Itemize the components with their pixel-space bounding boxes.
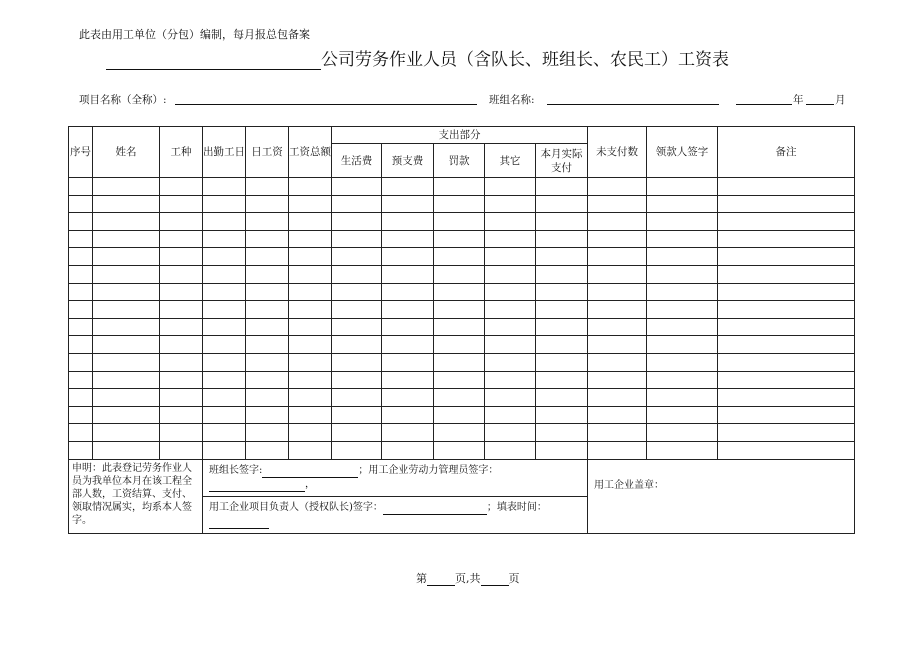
table-cell[interactable] — [332, 248, 382, 266]
table-row — [69, 301, 855, 319]
table-cell[interactable] — [588, 353, 647, 371]
table-cell[interactable] — [647, 213, 718, 231]
table-cell[interactable] — [289, 248, 332, 266]
table-cell[interactable] — [718, 441, 855, 459]
table-cell[interactable] — [588, 230, 647, 248]
table-cell[interactable] — [160, 265, 203, 283]
fill-time-blank[interactable] — [209, 517, 269, 529]
table-cell[interactable] — [382, 283, 434, 301]
header-remarks: 备注 — [718, 127, 855, 178]
table-cell[interactable] — [69, 283, 93, 301]
table-cell[interactable] — [718, 178, 855, 196]
table-cell[interactable] — [203, 213, 246, 231]
table-cell[interactable] — [246, 265, 289, 283]
table-cell[interactable] — [289, 424, 332, 442]
table-cell[interactable] — [536, 301, 588, 319]
table-cell[interactable] — [536, 213, 588, 231]
table-cell[interactable] — [485, 353, 536, 371]
header-other: 其它 — [485, 144, 536, 178]
header-trade: 工种 — [160, 127, 203, 178]
table-cell[interactable] — [69, 336, 93, 354]
table-cell[interactable] — [588, 265, 647, 283]
table-cell[interactable] — [382, 265, 434, 283]
header-attendance: 出勤工日 — [203, 127, 246, 178]
month-blank[interactable] — [806, 104, 834, 105]
table-cell[interactable] — [382, 441, 434, 459]
table-cell[interactable] — [289, 230, 332, 248]
table-cell[interactable] — [434, 424, 485, 442]
table-cell[interactable] — [332, 406, 382, 424]
table-cell[interactable] — [647, 248, 718, 266]
header-actual-paid: 本月实际支付 — [536, 144, 588, 178]
sign-row-1 — [203, 459, 588, 496]
table-cell[interactable] — [718, 389, 855, 407]
table-cell[interactable] — [536, 265, 588, 283]
table-cell[interactable] — [332, 424, 382, 442]
table-cell[interactable] — [203, 195, 246, 213]
table-cell[interactable] — [93, 353, 160, 371]
table-row — [69, 283, 855, 301]
table-cell[interactable] — [69, 301, 93, 319]
year-label: 年 — [793, 94, 804, 106]
table-cell[interactable] — [485, 406, 536, 424]
table-cell[interactable] — [647, 336, 718, 354]
table-cell[interactable] — [434, 441, 485, 459]
table-cell[interactable] — [289, 353, 332, 371]
table-cell[interactable] — [69, 213, 93, 231]
table-cell[interactable] — [332, 195, 382, 213]
table-cell[interactable] — [203, 248, 246, 266]
table-cell[interactable] — [382, 318, 434, 336]
table-cell[interactable] — [382, 213, 434, 231]
table-cell[interactable] — [382, 301, 434, 319]
table-cell[interactable] — [203, 406, 246, 424]
table-cell[interactable] — [160, 195, 203, 213]
table-cell[interactable] — [289, 301, 332, 319]
table-cell[interactable] — [382, 389, 434, 407]
table-cell[interactable] — [588, 318, 647, 336]
table-cell[interactable] — [332, 389, 382, 407]
table-cell[interactable] — [434, 283, 485, 301]
table-row — [69, 389, 855, 407]
table-cell[interactable] — [289, 336, 332, 354]
table-row — [69, 178, 855, 196]
table-cell[interactable] — [289, 406, 332, 424]
table-cell[interactable] — [718, 248, 855, 266]
table-cell[interactable] — [588, 406, 647, 424]
table-cell[interactable] — [382, 178, 434, 196]
table-cell[interactable] — [69, 248, 93, 266]
table-cell[interactable] — [382, 424, 434, 442]
table-cell[interactable] — [289, 283, 332, 301]
declaration-text: 申明：此表登记劳务作业人员为我单位本月在该工程全部人数，工资结算、支付、领取情况属实，均系本人签字。 — [69, 459, 203, 533]
table-cell[interactable] — [160, 213, 203, 231]
table-cell[interactable] — [69, 371, 93, 389]
table-cell[interactable] — [434, 371, 485, 389]
team-leader-sign-blank[interactable] — [262, 466, 358, 478]
page-suffix: 页 — [508, 572, 520, 585]
table-row — [69, 371, 855, 389]
table-cell[interactable] — [160, 424, 203, 442]
top-note: 此表由用工单位（分包）编制，每月报总包备案 — [79, 28, 310, 41]
table-cell[interactable] — [246, 424, 289, 442]
project-lead-sign-label: 用工企业项目负责人（授权队长)签字： — [209, 501, 383, 513]
header-seq: 序号 — [69, 127, 93, 178]
table-cell[interactable] — [332, 318, 382, 336]
table-cell[interactable] — [434, 406, 485, 424]
table-cell[interactable] — [246, 441, 289, 459]
table-cell[interactable] — [203, 265, 246, 283]
team-name-blank[interactable] — [547, 104, 719, 105]
table-cell[interactable] — [536, 230, 588, 248]
table-cell[interactable] — [588, 371, 647, 389]
table-cell[interactable] — [718, 336, 855, 354]
table-cell[interactable] — [718, 213, 855, 231]
table-cell[interactable] — [69, 230, 93, 248]
table-cell[interactable] — [160, 441, 203, 459]
table-cell[interactable] — [718, 230, 855, 248]
table-cell[interactable] — [485, 283, 536, 301]
table-cell[interactable] — [93, 318, 160, 336]
table-cell[interactable] — [588, 283, 647, 301]
table-cell[interactable] — [160, 283, 203, 301]
table-cell[interactable] — [536, 336, 588, 354]
header-unpaid: 未支付数 — [588, 127, 647, 178]
fill-time-label: ；填表时间： — [486, 501, 547, 513]
table-cell[interactable] — [246, 195, 289, 213]
month-label: 月 — [835, 94, 846, 106]
table-cell[interactable] — [485, 301, 536, 319]
table-cell[interactable] — [434, 389, 485, 407]
project-name-blank[interactable] — [175, 104, 477, 105]
table-cell[interactable] — [588, 178, 647, 196]
table-cell[interactable] — [203, 230, 246, 248]
table-cell[interactable] — [647, 389, 718, 407]
sign-row-2 — [203, 496, 588, 533]
table-row — [69, 195, 855, 213]
table-cell[interactable] — [93, 265, 160, 283]
table-row — [69, 318, 855, 336]
table-cell[interactable] — [203, 336, 246, 354]
table-cell[interactable] — [289, 178, 332, 196]
table-cell[interactable] — [382, 248, 434, 266]
table-cell[interactable] — [588, 301, 647, 319]
table-cell[interactable] — [536, 389, 588, 407]
table-cell[interactable] — [93, 195, 160, 213]
table-cell[interactable] — [246, 230, 289, 248]
table-cell[interactable] — [536, 283, 588, 301]
table-cell[interactable] — [69, 318, 93, 336]
labor-manager-sign-blank[interactable] — [209, 480, 305, 492]
header-fine: 罚款 — [434, 144, 485, 178]
team-leader-sign-label: 班组长签字: — [209, 464, 263, 476]
table-cell[interactable] — [536, 424, 588, 442]
header-advance: 预支费 — [382, 144, 434, 178]
company-seal-label: 用工企业盖章： — [594, 479, 665, 491]
table-cell[interactable] — [93, 441, 160, 459]
table-cell[interactable] — [289, 318, 332, 336]
table-cell[interactable] — [718, 265, 855, 283]
page-middle: 页,共 — [455, 572, 481, 585]
total-page-blank[interactable] — [481, 574, 509, 586]
table-cell[interactable] — [289, 213, 332, 231]
table-cell[interactable] — [93, 213, 160, 231]
table-cell[interactable] — [93, 336, 160, 354]
page-title: 公司劳务作业人员（含队长、班组长、农民工）工资表 — [321, 50, 729, 70]
table-cell[interactable] — [588, 424, 647, 442]
table-cell[interactable] — [332, 353, 382, 371]
table-cell[interactable] — [332, 230, 382, 248]
table-row — [69, 213, 855, 231]
table-cell[interactable] — [647, 424, 718, 442]
table-cell[interactable] — [718, 371, 855, 389]
table-cell[interactable] — [69, 353, 93, 371]
table-cell[interactable] — [69, 441, 93, 459]
table-cell[interactable] — [434, 213, 485, 231]
header-daily-wage: 日工资 — [246, 127, 289, 178]
table-cell[interactable] — [332, 265, 382, 283]
labor-manager-sign-label: ；用工企业劳动力管理员签字： — [358, 464, 499, 476]
table-cell[interactable] — [434, 248, 485, 266]
table-cell[interactable] — [332, 178, 382, 196]
table-cell[interactable] — [434, 353, 485, 371]
table-cell[interactable] — [246, 318, 289, 336]
table-cell[interactable] — [203, 389, 246, 407]
table-cell[interactable] — [246, 213, 289, 231]
table-cell[interactable] — [160, 406, 203, 424]
project-lead-sign-blank[interactable] — [383, 503, 487, 515]
table-row — [69, 406, 855, 424]
table-cell[interactable] — [332, 301, 382, 319]
table-cell[interactable] — [434, 301, 485, 319]
table-cell[interactable] — [382, 195, 434, 213]
table-cell[interactable] — [160, 248, 203, 266]
table-cell[interactable] — [382, 406, 434, 424]
table-cell[interactable] — [588, 195, 647, 213]
table-cell[interactable] — [647, 265, 718, 283]
table-cell[interactable] — [718, 318, 855, 336]
table-cell[interactable] — [93, 406, 160, 424]
table-cell[interactable] — [246, 389, 289, 407]
table-cell[interactable] — [536, 195, 588, 213]
table-cell[interactable] — [647, 195, 718, 213]
table-cell[interactable] — [160, 389, 203, 407]
table-cell[interactable] — [588, 248, 647, 266]
table-cell[interactable] — [93, 283, 160, 301]
wage-table — [68, 126, 855, 534]
table-cell[interactable] — [647, 406, 718, 424]
table-cell[interactable] — [485, 195, 536, 213]
table-cell[interactable] — [485, 230, 536, 248]
header-living: 生活费 — [332, 144, 382, 178]
table-cell[interactable] — [647, 441, 718, 459]
table-cell[interactable] — [69, 178, 93, 196]
table-row — [69, 353, 855, 371]
table-cell[interactable] — [289, 265, 332, 283]
table-cell[interactable] — [536, 406, 588, 424]
table-cell[interactable] — [536, 248, 588, 266]
table-cell[interactable] — [160, 178, 203, 196]
page-number — [416, 570, 520, 586]
table-cell[interactable] — [203, 353, 246, 371]
table-cell[interactable] — [160, 230, 203, 248]
company-seal-cell[interactable] — [588, 459, 855, 533]
table-cell[interactable] — [246, 283, 289, 301]
table-cell[interactable] — [332, 371, 382, 389]
table-cell[interactable] — [332, 283, 382, 301]
table-cell[interactable] — [536, 441, 588, 459]
year-blank[interactable] — [736, 104, 792, 105]
current-page-blank[interactable] — [427, 574, 455, 586]
table-cell[interactable] — [160, 353, 203, 371]
table-cell[interactable] — [93, 178, 160, 196]
project-name-label: 项目名称（全称）: — [79, 94, 167, 106]
table-cell[interactable] — [246, 336, 289, 354]
table-cell[interactable] — [647, 178, 718, 196]
table-cell[interactable] — [332, 441, 382, 459]
table-cell[interactable] — [536, 371, 588, 389]
table-cell[interactable] — [203, 441, 246, 459]
table-cell[interactable] — [382, 353, 434, 371]
table-body — [69, 178, 855, 460]
table-cell[interactable] — [160, 318, 203, 336]
table-cell[interactable] — [485, 371, 536, 389]
table-cell[interactable] — [434, 178, 485, 196]
table-cell[interactable] — [485, 389, 536, 407]
table-cell[interactable] — [647, 371, 718, 389]
table-cell[interactable] — [332, 213, 382, 231]
comma-mark: ， — [305, 478, 315, 490]
table-cell[interactable] — [647, 230, 718, 248]
table-cell[interactable] — [718, 353, 855, 371]
table-cell[interactable] — [485, 336, 536, 354]
table-cell[interactable] — [434, 195, 485, 213]
table-cell[interactable] — [246, 301, 289, 319]
table-cell[interactable] — [434, 318, 485, 336]
table-cell[interactable] — [203, 301, 246, 319]
table-cell[interactable] — [485, 213, 536, 231]
page-prefix: 第 — [416, 572, 427, 585]
table-cell[interactable] — [718, 283, 855, 301]
table-cell[interactable] — [485, 265, 536, 283]
table-row — [69, 441, 855, 459]
table-cell[interactable] — [203, 318, 246, 336]
table-cell[interactable] — [588, 336, 647, 354]
table-row — [69, 248, 855, 266]
table-cell[interactable] — [203, 371, 246, 389]
table-cell[interactable] — [647, 353, 718, 371]
table-cell[interactable] — [647, 283, 718, 301]
table-cell[interactable] — [69, 389, 93, 407]
info-row — [79, 92, 859, 108]
table-cell[interactable] — [485, 178, 536, 196]
table-cell[interactable] — [289, 371, 332, 389]
table-cell[interactable] — [69, 265, 93, 283]
table-cell[interactable] — [93, 248, 160, 266]
table-row — [69, 336, 855, 354]
table-cell[interactable] — [536, 178, 588, 196]
table-cell[interactable] — [485, 318, 536, 336]
table-cell[interactable] — [69, 424, 93, 442]
table-cell[interactable] — [588, 213, 647, 231]
table-cell[interactable] — [382, 371, 434, 389]
table-row — [69, 230, 855, 248]
table-cell[interactable] — [203, 178, 246, 196]
table-cell[interactable] — [93, 230, 160, 248]
table-cell[interactable] — [160, 336, 203, 354]
table-cell[interactable] — [536, 318, 588, 336]
table-cell[interactable] — [588, 389, 647, 407]
table-cell[interactable] — [647, 318, 718, 336]
table-cell[interactable] — [93, 424, 160, 442]
table-cell[interactable] — [382, 336, 434, 354]
table-cell[interactable] — [246, 178, 289, 196]
table-cell[interactable] — [382, 230, 434, 248]
table-cell[interactable] — [246, 353, 289, 371]
table-cell[interactable] — [160, 371, 203, 389]
table-row — [69, 265, 855, 283]
table-cell[interactable] — [434, 336, 485, 354]
table-cell[interactable] — [718, 406, 855, 424]
header-receiver-sign: 领款人签字 — [647, 127, 718, 178]
table-cell[interactable] — [160, 301, 203, 319]
table-cell[interactable] — [289, 441, 332, 459]
table-cell[interactable] — [289, 195, 332, 213]
table-cell[interactable] — [246, 406, 289, 424]
table-cell[interactable] — [69, 406, 93, 424]
table-cell[interactable] — [246, 248, 289, 266]
table-row — [69, 424, 855, 442]
table-cell[interactable] — [434, 265, 485, 283]
table-cell[interactable] — [718, 424, 855, 442]
table-cell[interactable] — [485, 441, 536, 459]
table-cell[interactable] — [485, 424, 536, 442]
table-cell[interactable] — [203, 283, 246, 301]
header-name: 姓名 — [93, 127, 160, 178]
table-cell[interactable] — [246, 371, 289, 389]
header-total-wage: 工资总额 — [289, 127, 332, 178]
table-cell[interactable] — [93, 389, 160, 407]
table-cell[interactable] — [332, 336, 382, 354]
table-cell[interactable] — [93, 371, 160, 389]
team-name-label: 班组名称: — [489, 94, 535, 106]
table-cell[interactable] — [289, 389, 332, 407]
table-cell[interactable] — [93, 301, 160, 319]
title-row — [106, 46, 729, 70]
company-name-blank[interactable] — [106, 51, 321, 70]
table-cell[interactable] — [536, 353, 588, 371]
table-cell[interactable] — [203, 424, 246, 442]
header-expense-group: 支出部分 — [332, 127, 588, 144]
table-cell[interactable] — [718, 195, 855, 213]
table-cell[interactable] — [588, 441, 647, 459]
table-cell[interactable] — [718, 301, 855, 319]
table-cell[interactable] — [485, 248, 536, 266]
table-cell[interactable] — [69, 195, 93, 213]
table-cell[interactable] — [647, 301, 718, 319]
table-cell[interactable] — [434, 230, 485, 248]
